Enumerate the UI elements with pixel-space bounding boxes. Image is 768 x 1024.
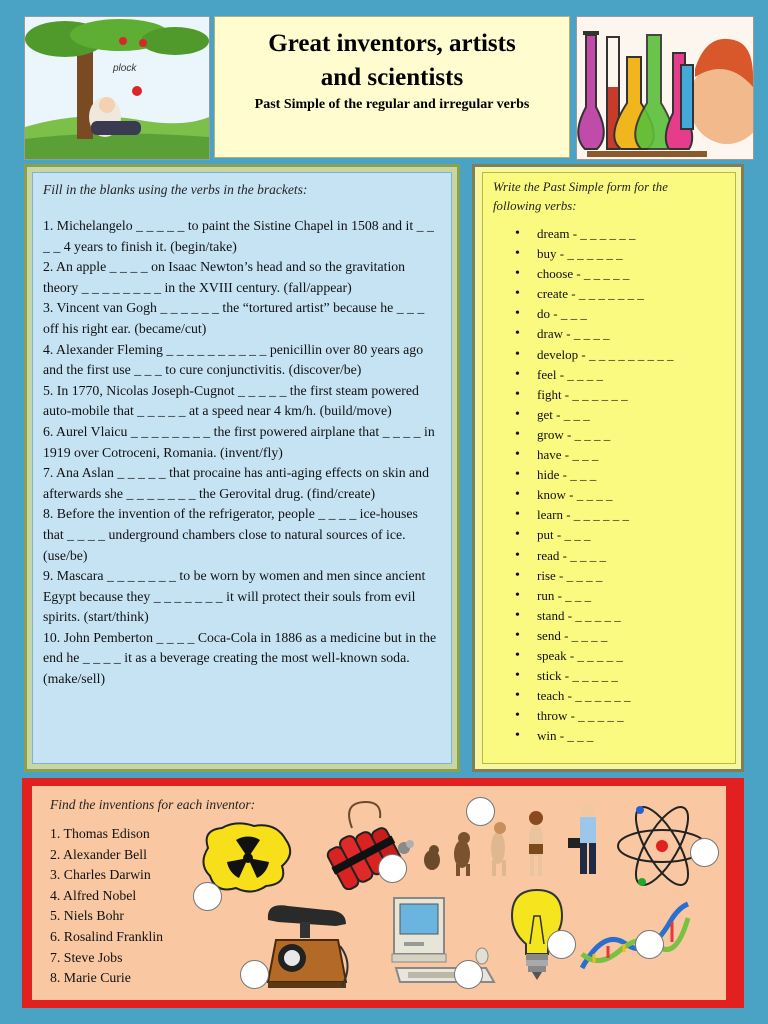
verb-item: • read - _ _ _ _ [493, 546, 725, 566]
verb-item: • fight - _ _ _ _ _ _ [493, 385, 725, 405]
inventor-item: 1. Thomas Edison [50, 826, 150, 841]
answer-circle[interactable] [690, 838, 719, 867]
page-title: Great inventors, artists and scientists [268, 30, 516, 91]
verb-item: • draw - _ _ _ _ [493, 324, 725, 344]
verb-list [493, 224, 725, 746]
answer-circle[interactable] [193, 882, 222, 911]
answer-circle[interactable] [240, 960, 269, 989]
verb-item: • choose - _ _ _ _ _ [493, 264, 725, 284]
answer-circle[interactable] [547, 930, 576, 959]
answer-circle[interactable] [378, 854, 407, 883]
question-item: 7. Ana Aslan _ _ _ _ _ that procaine has anti-aging effects on skin and afterwards she _ _ _ _ _ _ _ the Gerovital drug. (find/create) [43, 465, 429, 501]
verb-item: • speak - _ _ _ _ _ [493, 646, 725, 666]
verb-item: • hide - _ _ _ [493, 465, 725, 485]
verb-item: • buy - _ _ _ _ _ _ [493, 244, 725, 264]
fill-blanks-list [43, 216, 441, 690]
old-telephone-icon [262, 896, 352, 992]
verb-item: • do - _ _ _ [493, 304, 725, 324]
question-item: 8. Before the invention of the refrigerator, people _ _ _ _ ice-houses that _ _ _ _ underground chambers close to natural sources of ice. (use/be) [43, 506, 418, 563]
verb-item: • send - _ _ _ _ [493, 626, 725, 646]
inventor-item: 5. Niels Bohr [50, 908, 124, 924]
verb-item: • teach - _ _ _ _ _ _ [493, 686, 725, 706]
question-item: 9. Mascara _ _ _ _ _ _ _ to be worn by women and men since ancient Egypt because they _ _ _ _ _ _ _ it will protect their souls from evil spirits. (start/think) [43, 568, 426, 625]
title-box [214, 16, 570, 158]
dna-helix-icon [578, 898, 692, 974]
inventions-instruction: Find the inventions for each inventor: [50, 797, 256, 812]
answer-circle[interactable] [466, 797, 495, 826]
verb-item: • run - _ _ _ [493, 586, 725, 606]
question-item: 1. Michelangelo _ _ _ _ _ to paint the Sistine Chapel in 1508 and it _ _ _ _ 4 years to finish it. (begin/take) [43, 218, 434, 254]
verb-item: • stand - _ _ _ _ _ [493, 606, 725, 626]
verb-item: • learn - _ _ _ _ _ _ [493, 505, 725, 525]
question-item: 2. An apple _ _ _ _ on Isaac Newton’s head and so the gravitation theory _ _ _ _ _ _ _ _ in the XVIII century. (fall/appear) [43, 259, 406, 295]
question-item: 3. Vincent van Gogh _ _ _ _ _ _ the “tortured artist” because he _ _ _ off his right ear. (became/cut) [43, 300, 425, 336]
past-simple-panel [482, 172, 736, 764]
verb-item: • throw - _ _ _ _ _ [493, 706, 725, 726]
question-item: 4. Alexander Fleming _ _ _ _ _ _ _ _ _ _ penicillin over 80 years ago and the first use _ _ _ to cure conjunctivitis. (discover/be) [43, 341, 424, 378]
verb-item: • develop - _ _ _ _ _ _ _ _ _ [493, 345, 725, 365]
verb-item: • grow - _ _ _ _ [493, 425, 725, 445]
answer-circle[interactable] [635, 930, 664, 959]
evolution-of-man-icon [420, 800, 612, 876]
question-item: 10. John Pemberton _ _ _ _ Coca-Cola in 1886 as a medicine but in the end he _ _ _ _ it as a beverage creating the most well-known soda. (make/sell) [43, 629, 437, 687]
newton-apple-illustration [24, 16, 210, 160]
verb-item: • win - _ _ _ [493, 726, 725, 746]
inventor-item: 8. Marie Curie [50, 970, 131, 986]
verb-item: • rise - _ _ _ _ [493, 566, 725, 586]
fill-blanks-instruction: Fill in the blanks using the verbs in the brackets: [43, 182, 308, 197]
verb-item: • put - _ _ _ [493, 525, 725, 545]
verb-item: • stick - _ _ _ _ _ [493, 666, 725, 686]
verb-item: • get - _ _ _ [493, 405, 725, 425]
verb-item: • know - _ _ _ _ [493, 485, 725, 505]
inventor-item: 7. Steve Jobs [50, 949, 123, 965]
verb-item: • feel - _ _ _ _ [493, 365, 725, 385]
answer-circle[interactable] [454, 960, 483, 989]
question-item: 6. Aurel Vlaicu _ _ _ _ _ _ _ _ the first powered airplane that _ _ _ _ in 1919 over Cotroceni, Romania. (invent/fly) [43, 423, 435, 460]
question-item: 5. In 1770, Nicolas Joseph-Cugnot _ _ _ _ _ the first steam powered auto-mobile that _ _ _ _ _ at a speed near 4 km/h. (build/move) [43, 382, 419, 419]
inventor-item: 4. Alfred Nobel [50, 887, 137, 903]
page-subtitle: Past Simple of the regular and irregular verbs [254, 97, 530, 112]
chemistry-flasks-illustration [576, 16, 754, 160]
inventor-item: 3. Charles Darwin [50, 867, 151, 883]
sound-effect-text: plock [113, 63, 137, 74]
verb-item: • dream - _ _ _ _ _ _ [493, 224, 725, 244]
vintage-computer-icon [390, 894, 500, 988]
past-simple-instruction: Write the Past Simple form for the following verbs: [493, 180, 668, 213]
verb-item: • have - _ _ _ [493, 445, 725, 465]
verb-item: • create - _ _ _ _ _ _ _ [493, 284, 725, 304]
inventor-item: 2. Alexander Bell [50, 846, 147, 862]
fill-blanks-panel [32, 172, 452, 764]
inventor-item: 6. Rosalind Franklin [50, 928, 164, 944]
